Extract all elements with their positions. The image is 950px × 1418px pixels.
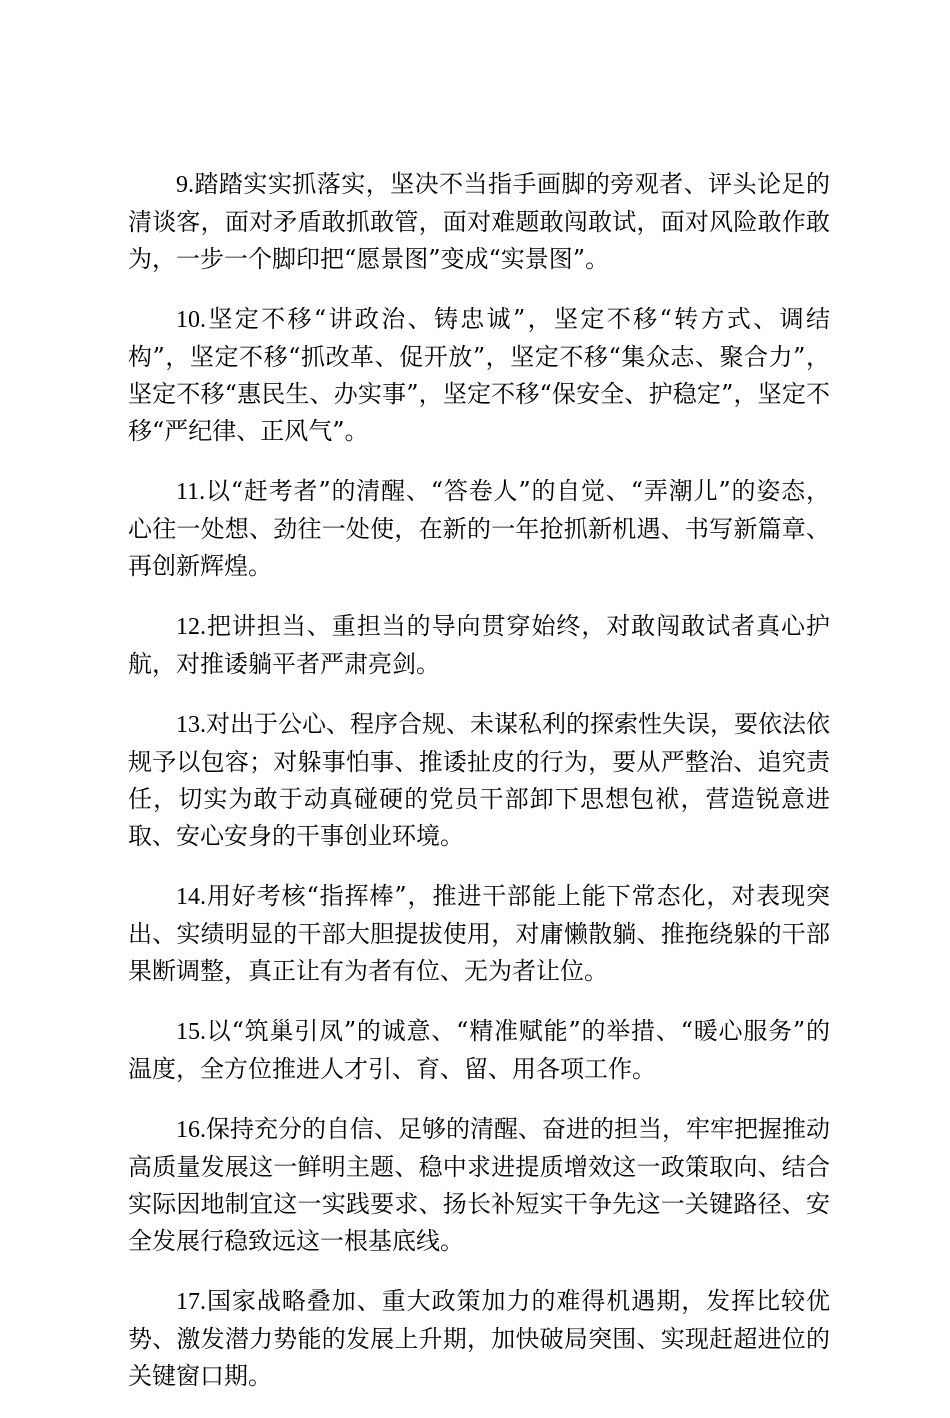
paragraph-text: 踏踏实实抓落实，坚决不当指手画脚的旁观者、评头论足的清谈客，面对矛盾敢抓敢管，面对难题敢闯敢试，面对风险敢作敢为，一步一个脚印把“愿景图”变成“实景图”。: [128, 170, 830, 273]
paragraph-17: [128, 1283, 830, 1395]
paragraph-14: [128, 878, 830, 990]
paragraph-text: 以“赶考者”的清醒、“答卷人”的自觉、“弄潮儿”的姿态，心往一处想、劲往一处使，在新的一年抢抓新机遇、书写新篇章、再创新辉煌。: [128, 477, 830, 580]
paragraph-text: 国家战略叠加、重大政策加力的难得机遇期，发挥比较优势、激发潜力势能的发展上升期，加快破局突围、实现赶超进位的关键窗口期。: [128, 1287, 830, 1390]
paragraph-11: [128, 473, 830, 585]
paragraph-number: 10.: [176, 307, 206, 333]
paragraph-15: [128, 1013, 830, 1088]
paragraph-number: 13.: [176, 712, 206, 738]
paragraph-12: [128, 608, 830, 683]
paragraph-number: 17.: [176, 1289, 206, 1315]
paragraph-9: [128, 166, 830, 278]
paragraph-text: 坚定不移“讲政治、铸忠诚”，坚定不移“转方式、调结构”，坚定不移“抓改革、促开放”，坚定不移“集众志、聚合力”，坚定不移“惠民生、办实事”，坚定不移“保安全、护稳定”，坚定不移“严纪律、正风气”。: [128, 305, 830, 445]
paragraph-number: 14.: [176, 884, 206, 910]
paragraph-number: 9.: [176, 172, 194, 198]
paragraph-16: [128, 1111, 830, 1260]
document-body: [128, 166, 830, 1418]
paragraph-number: 12.: [176, 614, 206, 640]
paragraph-text: 对出于公心、程序合规、未谋私利的探索性失误，要依法依规予以包容；对躲事怕事、推诿扯皮的行为，要从严整治、追究责任，切实为敢于动真碰硬的党员干部卸下思想包袱，营造锐意进取、安心安身的干事创业环境。: [128, 710, 830, 850]
paragraph-13: [128, 706, 830, 855]
paragraph-number: 16.: [176, 1117, 206, 1143]
paragraph-10: [128, 301, 830, 450]
paragraph-text: 保持充分的自信、足够的清醒、奋进的担当，牢牢把握推动高质量发展这一鲜明主题、稳中求进提质增效这一政策取向、结合实际因地制宜这一实践要求、扬长补短实干争先这一关键路径、安全发展行稳致远这一根基底线。: [128, 1115, 830, 1255]
paragraph-number: 11.: [176, 479, 206, 505]
paragraph-text: 用好考核“指挥棒”，推进干部能上能下常态化，对表现突出、实绩明显的干部大胆提拔使用，对庸懒散躺、推拖绕躲的干部果断调整，真正让有为者有位、无为者让位。: [128, 882, 830, 985]
paragraph-text: 以“筑巢引凤”的诚意、“精准赋能”的举措、“暖心服务”的温度，全方位推进人才引、育、留、用各项工作。: [128, 1017, 830, 1083]
paragraph-text: 把讲担当、重担当的导向贯穿始终，对敢闯敢试者真心护航，对推诿躺平者严肃亮剑。: [128, 612, 830, 678]
paragraph-number: 15.: [176, 1019, 206, 1045]
